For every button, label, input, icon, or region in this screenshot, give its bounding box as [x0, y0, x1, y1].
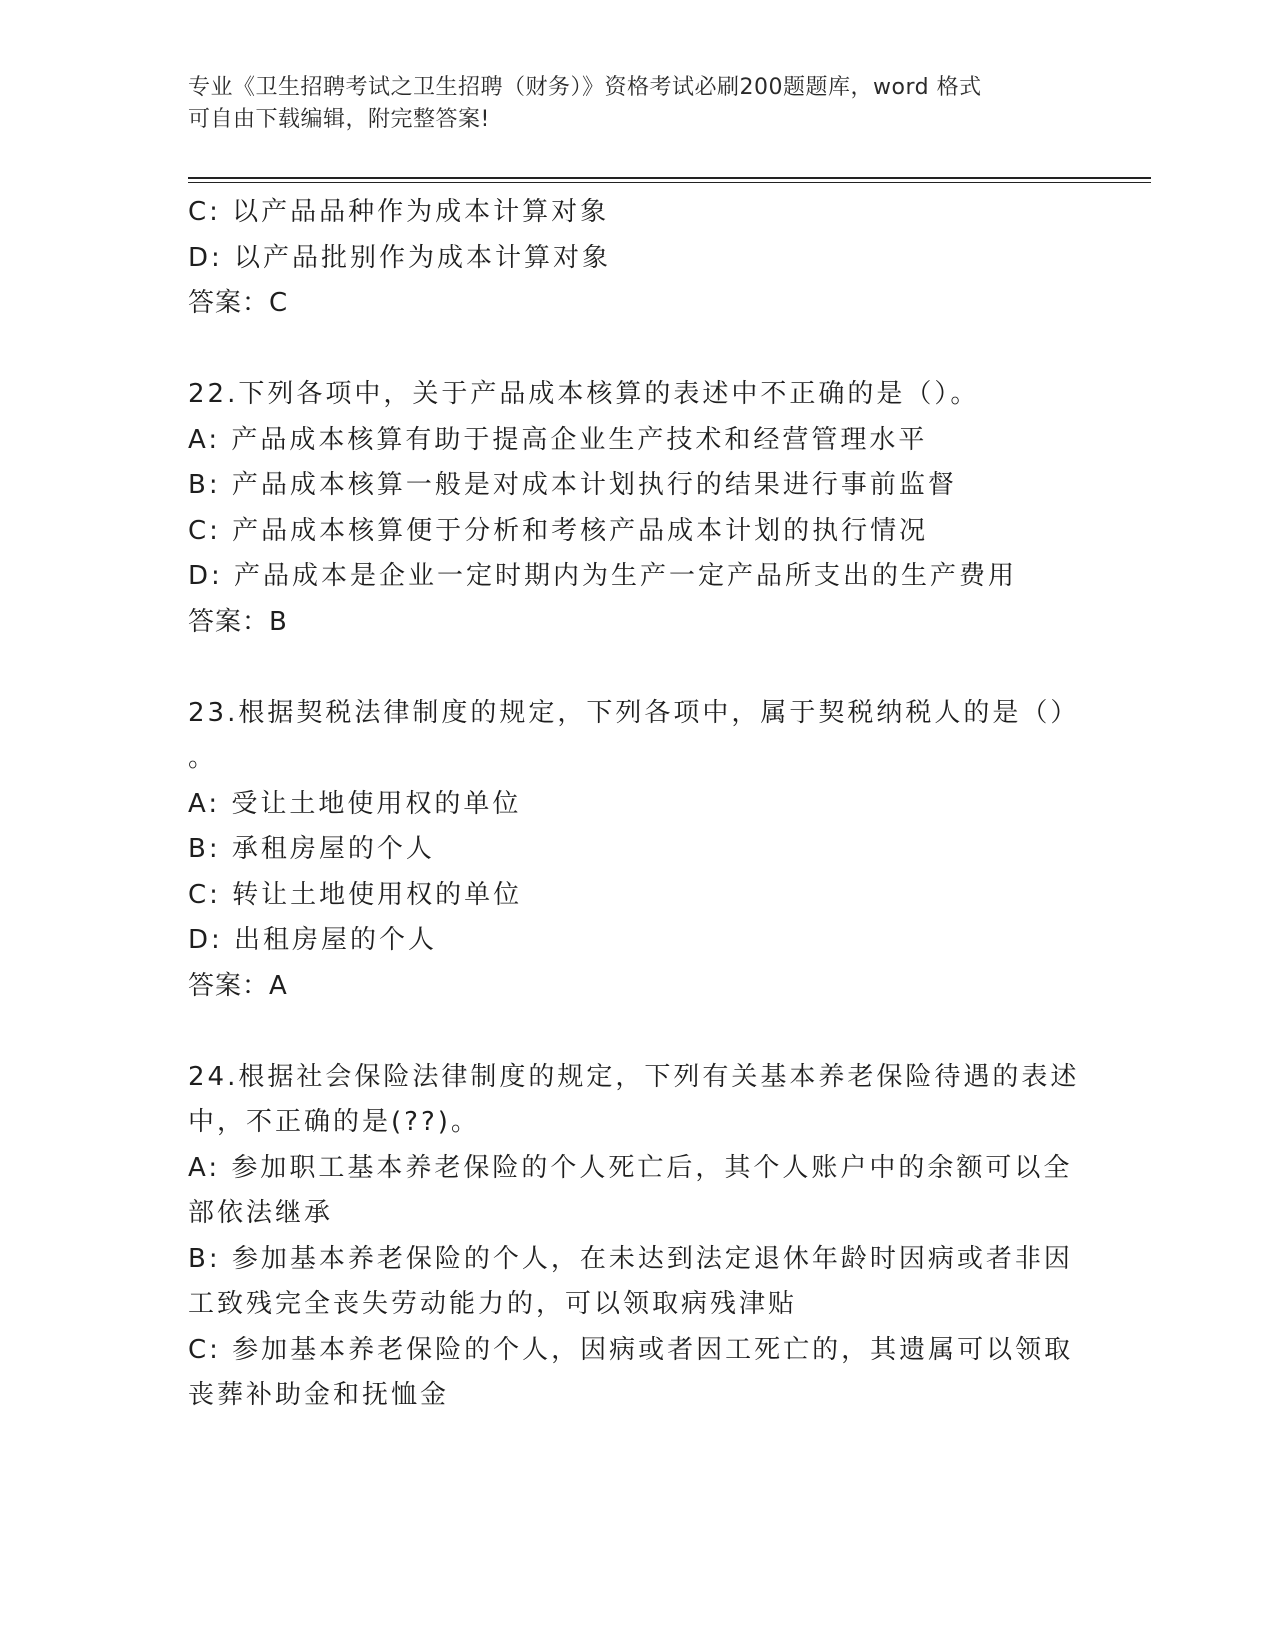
- question-stem: 23.根据契税法律制度的规定，下列各项中，属于契税纳税人的是（）: [188, 697, 1080, 728]
- option-b: B: 承租房屋的个人: [188, 834, 435, 864]
- option-a: A: 受让土地使用权的单位: [188, 788, 522, 819]
- document-body: [188, 190, 1088, 1419]
- question-24: [188, 1055, 1088, 1419]
- option-c: C: 以产品品种作为成本计算对象: [188, 197, 610, 227]
- page-header: [188, 72, 1068, 136]
- question-stem-continued: 中，不正确的是(??)。: [188, 1107, 480, 1137]
- option-b: B: 产品成本核算一般是对成本计划执行的结果进行事前监督: [188, 470, 957, 500]
- question-stem: 22.下列各项中，关于产品成本核算的表述中不正确的是（）。: [188, 379, 980, 409]
- option-a: A: 产品成本核算有助于提高企业生产技术和经营管理水平: [188, 424, 928, 455]
- spacer: [188, 1009, 1088, 1055]
- option-a-continued: 部依法继承: [188, 1198, 334, 1228]
- question-23: [188, 691, 1088, 1010]
- header-line-2: 可自由下载编辑，附完整答案!: [188, 107, 490, 132]
- question-stem-continued: 。: [188, 743, 218, 773]
- answer-line: 答案：C: [188, 288, 289, 318]
- option-d: D: 产品成本是企业一定时期内为生产一定产品所支出的生产费用: [188, 561, 1018, 591]
- header-divider: [188, 177, 1151, 183]
- header-line-1: 专业《卫生招聘考试之卫生招聘（财务）》资格考试必刷200题题库，word 格式: [188, 75, 982, 100]
- option-c-continued: 丧葬补助金和抚恤金: [188, 1380, 450, 1410]
- option-b: B: 参加基本养老保险的个人，在未达到法定退休年龄时因病或者非因: [188, 1243, 1073, 1274]
- answer-line: 答案：B: [188, 606, 288, 637]
- previous-question-tail: [188, 190, 1088, 327]
- option-c: C: 参加基本养老保险的个人，因病或者因工死亡的，其遗属可以领取: [188, 1334, 1074, 1365]
- option-d: D: 出租房屋的个人: [188, 925, 438, 955]
- question-22: [188, 372, 1088, 645]
- option-c: C: 产品成本核算便于分析和考核产品成本计划的执行情况: [188, 515, 929, 546]
- spacer: [188, 327, 1088, 373]
- option-b-continued: 工致残完全丧失劳动能力的，可以领取病残津贴: [188, 1289, 798, 1319]
- question-stem: 24.根据社会保险法律制度的规定，下列有关基本养老保险待遇的表述: [188, 1061, 1080, 1092]
- answer-line: 答案：A: [188, 970, 288, 1001]
- option-a: A: 参加职工基本养老保险的个人死亡后，其个人账户中的余额可以全: [188, 1152, 1073, 1183]
- option-d: D: 以产品批别作为成本计算对象: [188, 242, 612, 273]
- spacer: [188, 645, 1088, 691]
- option-c: C: 转让土地使用权的单位: [188, 879, 523, 910]
